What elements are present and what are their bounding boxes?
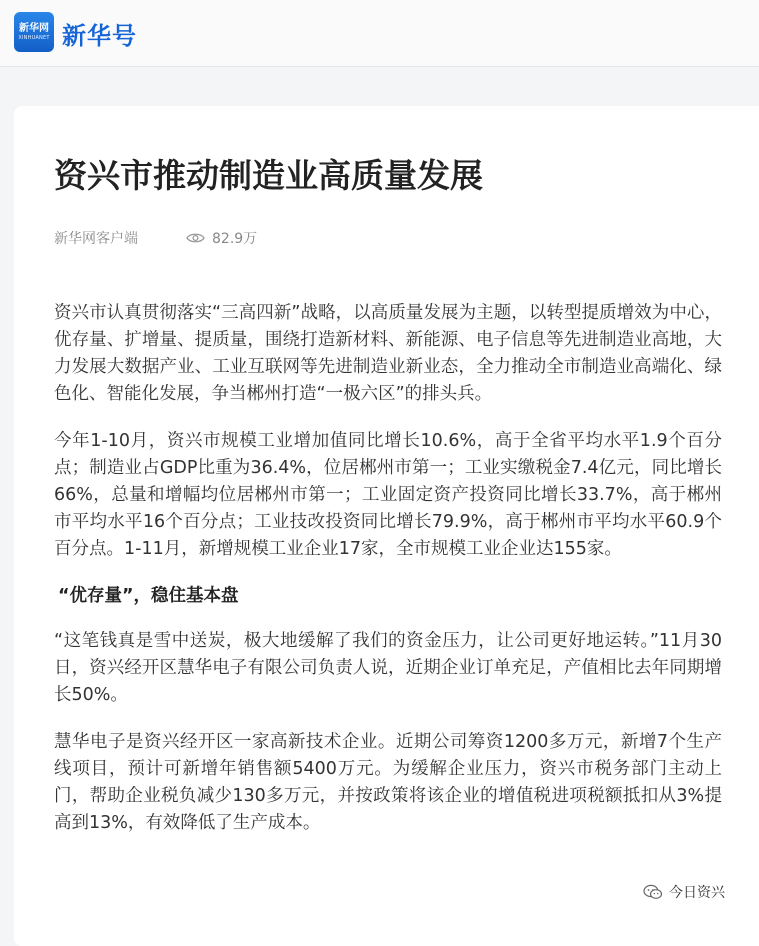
article-meta	[54, 228, 258, 248]
article-body	[54, 300, 722, 857]
brand-name[interactable]: 新华号	[62, 22, 137, 50]
view-count	[186, 228, 257, 248]
view-count-value: 82.9万	[212, 231, 258, 247]
logo-subtext: XINHUANET	[18, 34, 50, 41]
wechat-watermark	[643, 882, 725, 902]
logo-text: 新华网	[19, 22, 49, 34]
eye-icon	[186, 232, 205, 244]
xinhuanet-logo[interactable]	[14, 12, 54, 52]
paragraph-3: “这笔钱真是雪中送炭，极大地缓解了我们的资金压力，让公司更好地运转。”11月30日，资兴经开区慧华电子有限公司负责人说，近期企业订单充足，产值相比去年同期增长50%。	[54, 631, 722, 705]
paragraph-2: 今年1-10月，资兴市规模工业增加值同比增长10.6%，高于全省平均水平1.9个百分点；制造业占GDP比重为36.4%，位居郴州市第一；工业实缴税金7.4亿元，同比增长66%，总量和增幅均位居郴州市第一；工业固定资产投资同比增长33.7%，高于郴州市平均水平16个百分点；工业技改投资同比增长79.9%，高于郴州市平均水平60.9个百分点。1-11月，新增规模工业企业17家，全市规模工业企业达155家。	[54, 431, 722, 559]
wechat-icon	[643, 884, 663, 900]
top-bar	[0, 0, 759, 67]
section-heading: “优存量”，稳住基本盘	[58, 586, 239, 606]
paragraph-4: 慧华电子是资兴经开区一家高新技术企业。近期公司筹资1200多万元，新增7个生产线项目，预计可新增年销售额5400万元。为缓解企业压力，资兴市税务部门主动上门，帮助企业税负减少130多万元，并按政策将该企业的增值税进项税额抵扣从3%提高到13%，有效降低了生产成本。	[54, 732, 722, 833]
paragraph-1: 资兴市认真贯彻落实“三高四新”战略，以高质量发展为主题，以转型提质增效为中心，优存量、扩增量、提质量，围绕打造新材料、新能源、电子信息等先进制造业高地，大力发展大数据产业、工业互联网等先进制造业新业态，全力推动全市制造业高端化、绿色化、智能化发展，争当郴州打造“一极六区”的排头兵。	[54, 303, 722, 404]
article-title: 资兴市推动制造业高质量发展	[54, 156, 483, 195]
watermark-text: 今日资兴	[669, 885, 725, 901]
article-source[interactable]: 新华网客户端	[54, 231, 138, 247]
